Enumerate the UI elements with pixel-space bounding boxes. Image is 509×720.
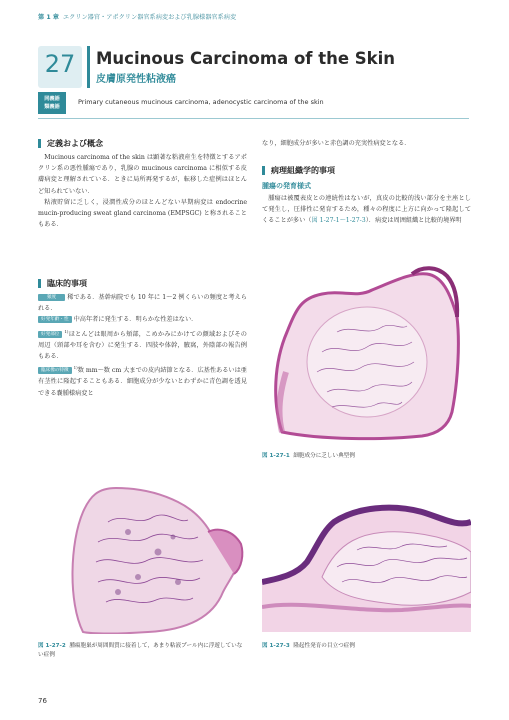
tag-age: 好発年齢・性 — [38, 316, 72, 323]
definition-text — [38, 152, 247, 230]
tag-feature: 臨床像の特徴 — [38, 367, 72, 374]
clinical-text — [38, 292, 247, 399]
pathology-heading: 病理組織学的事項 — [262, 166, 335, 175]
growth-text: 腫瘍は被覆表皮との連続性はないが，真皮の比較的浅い部分を主座として発生し，圧排性に発育するため，種々の程度に上方に向かって隆起してくることが多い（図 1-27-1～1-27-3）．病変は周囲組織と比較的境界明 — [262, 195, 471, 225]
running-header: 第 1 章 エクリン器官・アポクリン器官系病変および乳腺様器官系病変 — [38, 14, 237, 21]
clinical-age: 好発年齢・性 中高年者に発生する．明らかな性差はない． — [38, 314, 247, 325]
figure-1-27-1-image — [262, 262, 471, 444]
tag-frequency: 頻度 — [38, 294, 65, 301]
clinical-frequency: 頻度 稀である．基幹病院でも 10 年に 1～2 例くらいの頻度と考えられる． — [38, 294, 247, 313]
clinical-heading: 臨床的事項 — [38, 279, 87, 288]
article-number: 27 — [44, 50, 76, 78]
figure-1-27-3-image — [262, 482, 471, 634]
figure-1-27-1-caption: 図 1-27-1 細胞成分に乏しい典型例 — [262, 453, 355, 459]
synonym-rule — [38, 118, 469, 119]
clinical-continuation: なり，細胞成分が多いと赤色調の充実性病変となる． — [262, 140, 411, 147]
article-title-ja: 皮膚原発性粘液癌 — [96, 74, 176, 85]
synonyms-text: Primary cutaneous mucinous carcinoma, adenocystic carcinoma of the skin — [78, 98, 324, 106]
figure-1-27-2-image — [38, 482, 247, 634]
synonym-label: 同義語 類義語 — [38, 92, 66, 114]
title-divider — [87, 46, 90, 88]
figure-1-27-2-caption: 図 1-27-2 腫瘍胞巣が周囲間質に接着して，あまり粘液プール内に浮遊していない症例 — [38, 643, 243, 658]
definition-heading: 定義および概念 — [38, 139, 103, 148]
definition-paragraph-2: 粘液貯留に乏しく，浸潤性成分のほとんどない早期病変は endocrine mucin-producing sweat gland carcinoma (EMPSGC) と称されることもある． — [38, 198, 247, 229]
figure-1-27-3-caption: 図 1-27-3 隆起性発育の目立つ症例 — [262, 643, 355, 649]
clinical-site: 好発部位$^{1)}$ほとんどは眼周から頬部，こめかみにかけての顔域およびその周辺（頸部や耳を含む）に発生する．四肢や体幹，腋窩，外陰部の報告例もある． — [38, 328, 247, 361]
growth-subheading: 腫瘍の発育様式 — [262, 182, 311, 190]
page-number: 76 — [38, 697, 47, 705]
definition-paragraph-1: Mucinous carcinoma of the skin は顕著な粘液産生を特徴とするアポクリン系の悪性腫瘍であり，乳腺の mucinous carcinoma に相似する皮膚病変と理解されている．ときに局所再発するが，転移した症例はほとんど知られていない． — [38, 154, 247, 195]
article-title-en: Mucinous Carcinoma of the Skin — [96, 49, 396, 68]
clinical-feature: 臨床像の特徴$^{1)}$数 mm～数 cm 大までの皮内結節となる．広基性あるいは亜有茎性に隆起することもある．細胞成分が少ないとわずかに青色調を透見できる嚢腫様病変と — [38, 365, 247, 397]
tag-site: 好発部位 — [38, 331, 62, 338]
figure-reference-link[interactable]: 図 1-27-1～1-27-3 — [311, 217, 366, 225]
